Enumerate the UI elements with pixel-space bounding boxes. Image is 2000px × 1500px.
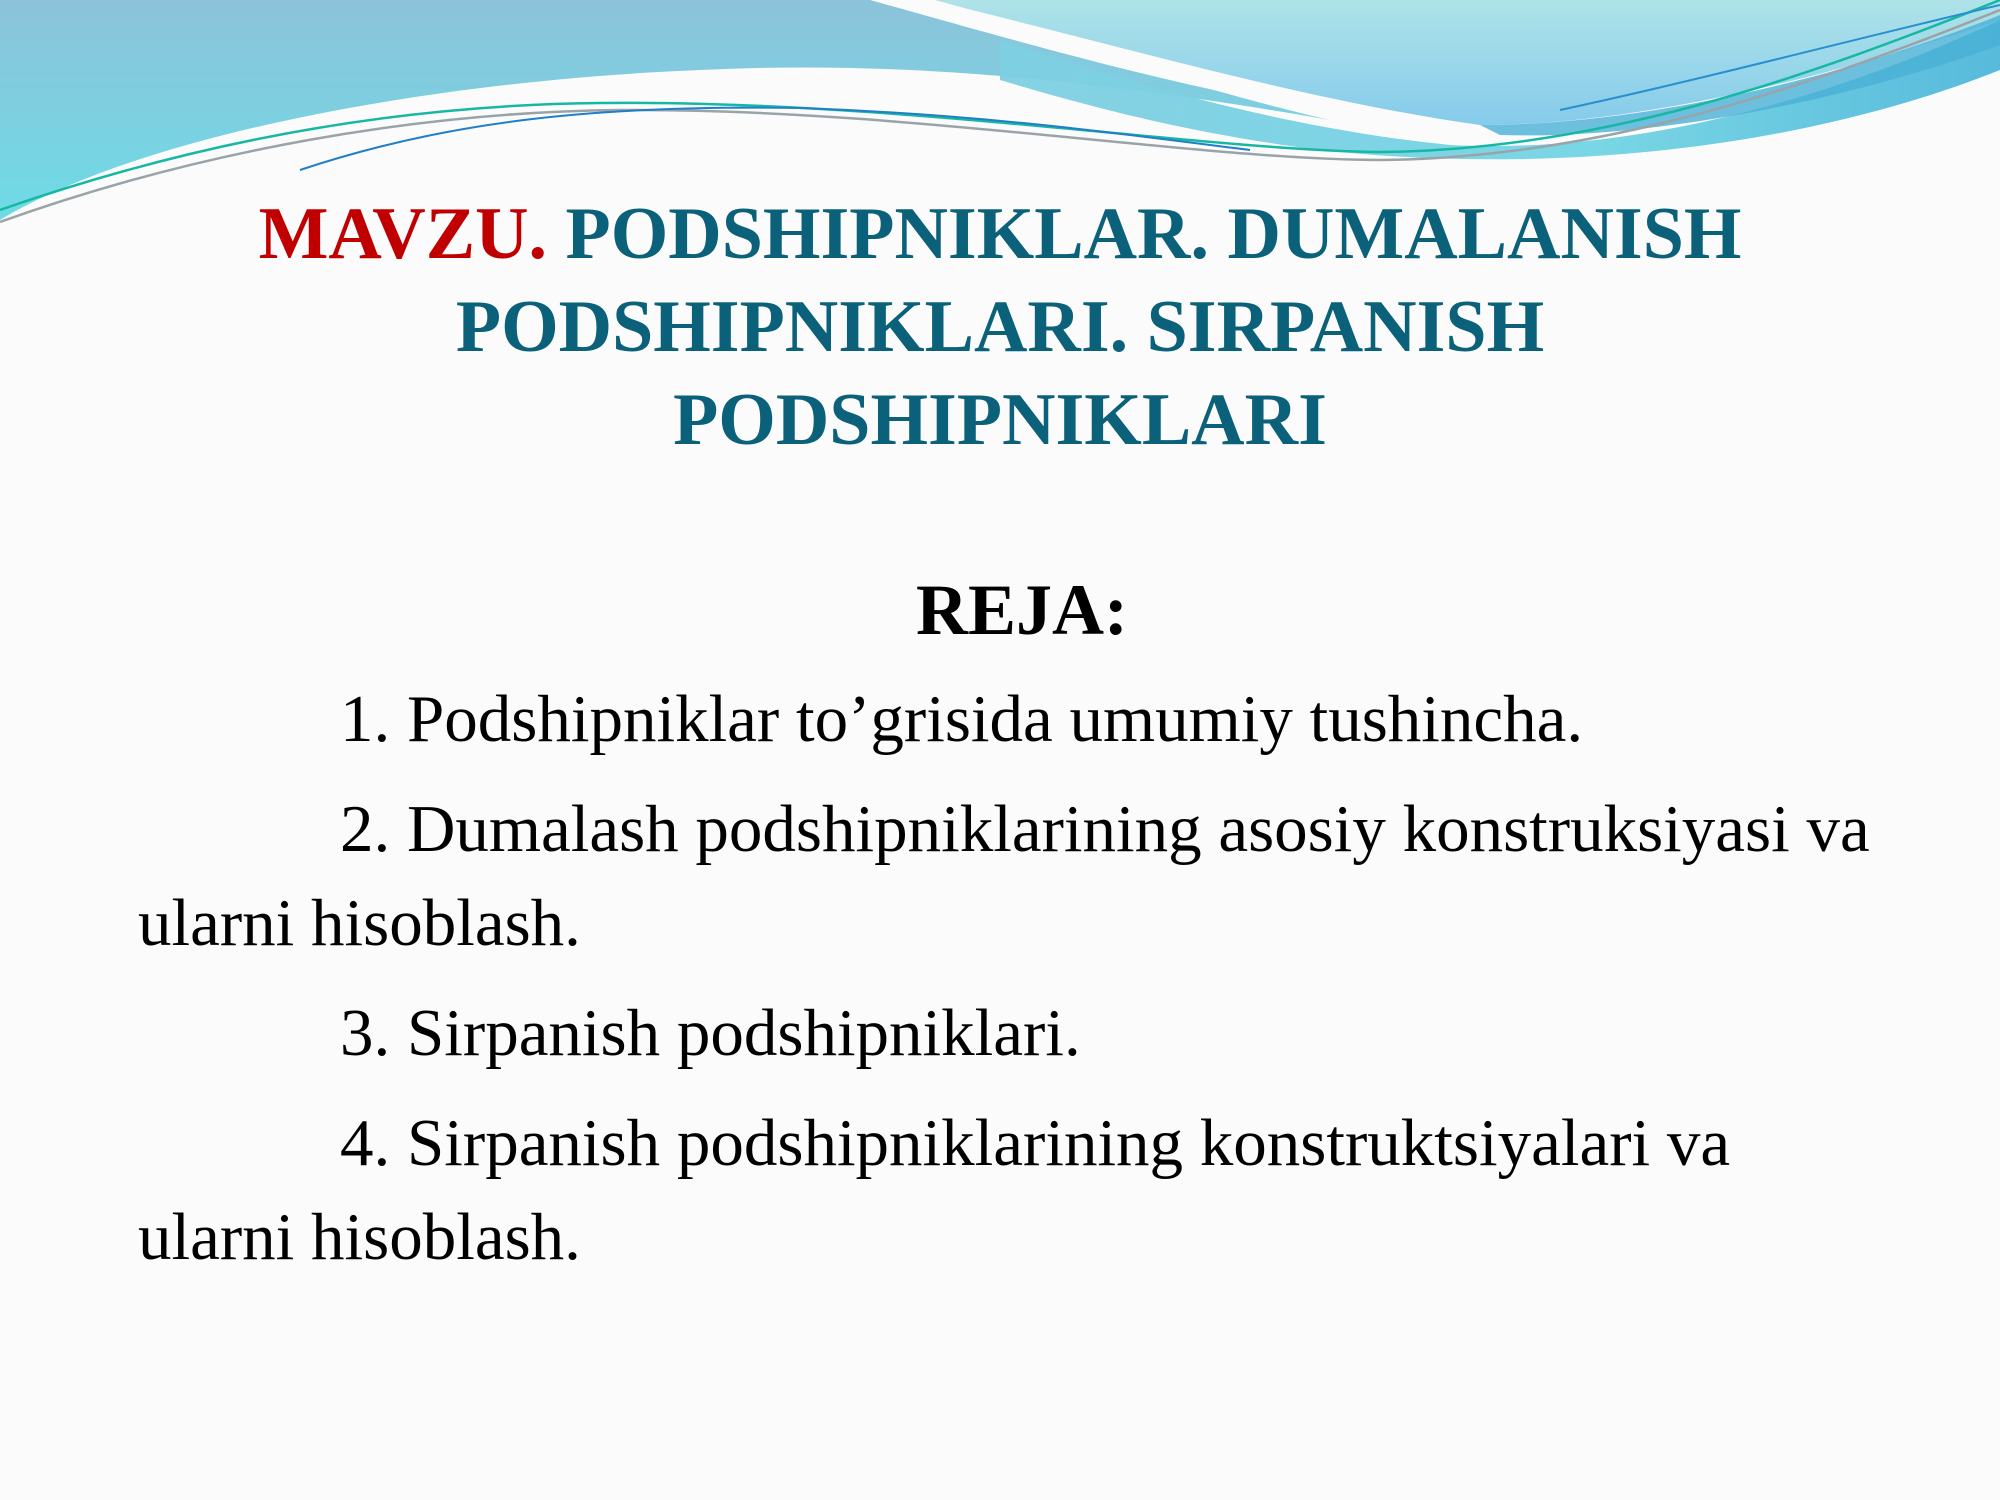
- plan-item-3: 3. Sirpanish podshipniklari.: [340, 996, 1081, 1070]
- plan-item-2: 2. Dumalash podshipniklarining asosiy konstruksiyasi va ularni hisoblash.: [138, 792, 1870, 960]
- title-prefix: MAVZU.: [258, 193, 548, 275]
- title-line-3: PODSHIPNIKLARI: [673, 379, 1327, 461]
- title-line-2: PODSHIPNIKLARI. SIRPANISH: [455, 286, 1545, 368]
- title-line-1-text: PODSHIPNIKLAR. DUMALANISH: [565, 193, 1742, 275]
- title-line-1: [180, 188, 1820, 281]
- plan-item-4: 4. Sirpanish podshipniklarining konstruktsiyalari va ularni hisoblash.: [138, 1106, 1731, 1274]
- slide-title: [180, 188, 1820, 467]
- plan-item-1: 1. Podshipniklar to’grisida umumiy tushincha.: [340, 682, 1584, 756]
- plan-list: [138, 672, 1898, 1300]
- plan-heading: REJA:: [916, 570, 1128, 650]
